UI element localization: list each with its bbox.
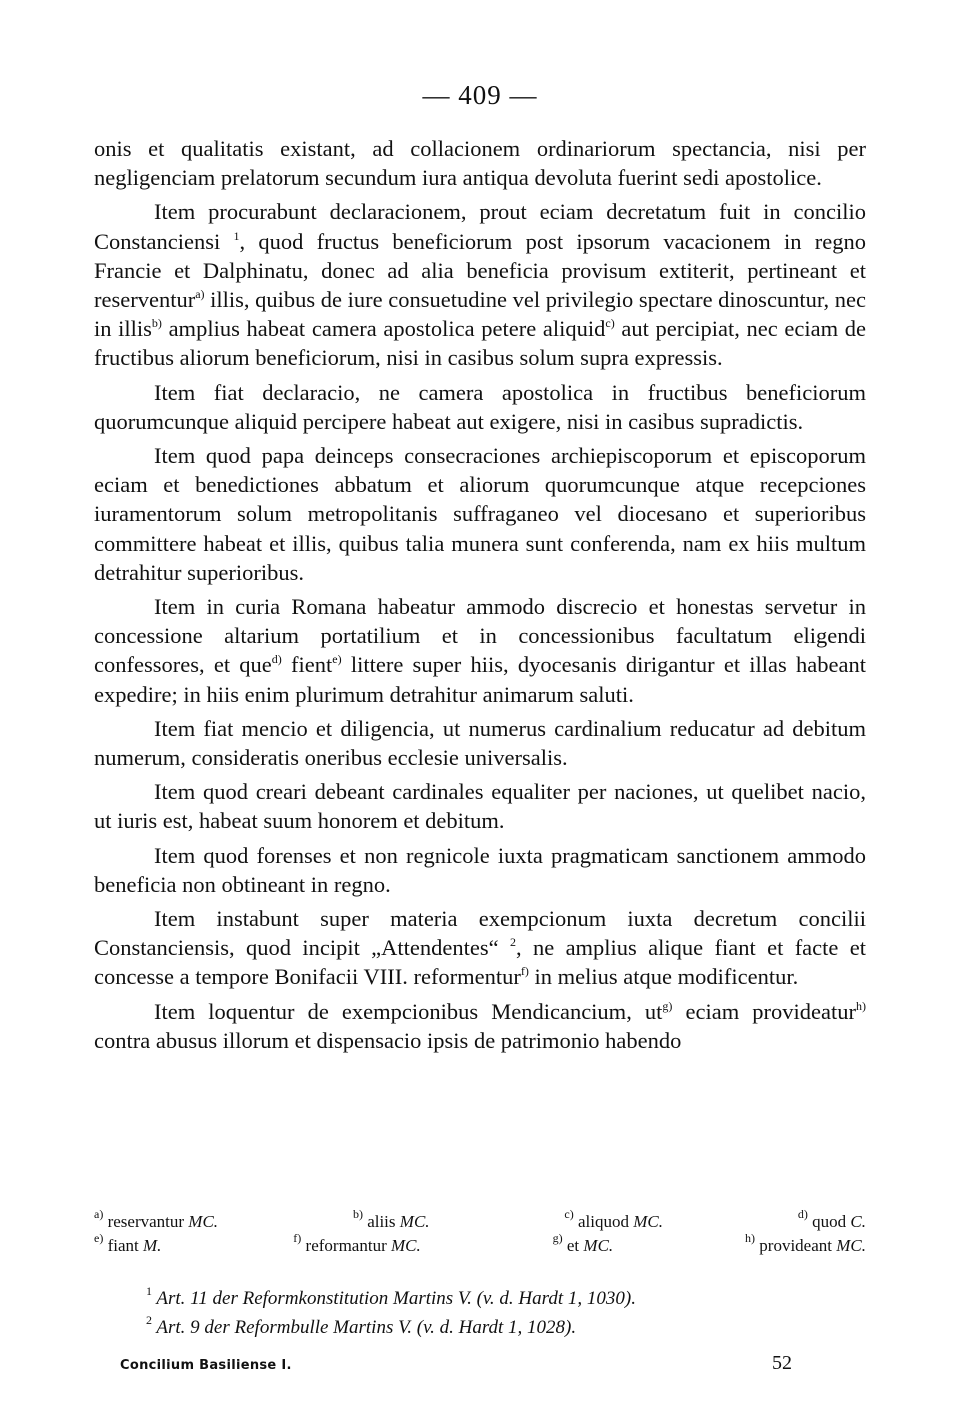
main-text	[94, 134, 866, 1055]
manuscript-siglum: C.	[850, 1212, 866, 1231]
footnote-marker: d)	[271, 652, 282, 667]
footnote-number: 1	[146, 1284, 152, 1298]
variant-note-mark: f)	[293, 1231, 302, 1245]
footnote-marker: 1	[233, 228, 240, 243]
text-run: in melius atque modificentur.	[528, 964, 799, 990]
footnote-marker: g)	[662, 998, 673, 1013]
paragraph	[94, 904, 866, 992]
text-run: eciam provideatur	[672, 998, 856, 1024]
text-run: fient	[281, 652, 333, 678]
signature-title: Concilium Basiliense I.	[120, 1358, 292, 1373]
footnote-marker: e)	[332, 652, 342, 667]
manuscript-siglum: MC.	[399, 1212, 430, 1231]
variant-note-reading: quod	[807, 1212, 851, 1231]
variant-note	[552, 1231, 614, 1258]
variant-note-mark: e)	[94, 1231, 104, 1245]
paragraph: Item quod creari debeant cardinales equaliter per naciones, ut quelibet nacio, ut iuris est, habeat suum honorem et debitum.	[94, 779, 866, 834]
variant-note-reading: et	[562, 1236, 584, 1255]
reference-footnote	[146, 1313, 636, 1342]
manuscript-siglum: M.	[142, 1236, 162, 1255]
variant-note-mark: b)	[352, 1207, 363, 1221]
variant-note-mark: d)	[797, 1207, 808, 1221]
variant-note	[94, 1231, 162, 1258]
text-run: Item in curia Romana habeatur ammodo discrecio et honestas servetur in concessione altarium portatilium et in concessionibus facultatum eligendi confessores, et que	[94, 594, 866, 678]
paragraph: onis et qualitatis existant, ad collacionem ordinariorum spectancia, nisi per negligenciam prelatorum secundum iura antiqua devoluta fuerint sedi apostolice.	[94, 136, 866, 191]
text-run: Item procurabunt declaracionem, prout eciam decretatum fuit in concilio Constanciensi	[94, 199, 866, 254]
text-run: Item loquentur de exempcionibus Mendicancium, ut	[154, 998, 663, 1024]
variant-note-reading: fiant	[103, 1236, 143, 1255]
variant-notes	[94, 1207, 866, 1258]
variant-note-row	[94, 1231, 866, 1258]
footnote-text: Art. 9 der Reformbulle Martins V. (v. d. Hardt 1, 1028).	[152, 1317, 577, 1338]
manuscript-siglum: MC.	[633, 1212, 663, 1231]
variant-note	[797, 1207, 866, 1234]
text-run: Item instabunt super materia exempcionum iuxta decretum concilii Constanciensis, quod incipit „Attendentes“	[94, 906, 866, 961]
variant-note-mark: c)	[564, 1207, 574, 1221]
footnote-marker: h)	[856, 998, 866, 1013]
text-run: , quod fructus beneficiorum post ipsorum vacacionem in regno Francie et Dalphinatu, donec ad alia beneficia provisum extiterit, pertineant et reserventur	[94, 228, 867, 313]
text-run: littere super hiis, dyocesanis dirigantur et illas habeant expedire; in hiis enim plurimum detrahitur animarum saluti.	[94, 652, 867, 707]
footnote-marker: f)	[520, 964, 529, 979]
manuscript-siglum: MC.	[836, 1236, 866, 1255]
paragraph	[94, 197, 866, 372]
variant-note-reading: reformantur	[301, 1236, 391, 1255]
paragraph: Item quod papa deinceps consecraciones archiepiscoporum et episcoporum eciam et benedictiones abbatum et aliorum quorumcunque atque recepciones iuramentorum solum metropolitanis suffraganeo vel diocesano et superioribus committere habeat et illis, quibus talia munera sunt conferenda, nam ex hiis multum detrahitur superioribus.	[94, 443, 866, 585]
text-run: illis, quibus de iure consuetudine vel privilegio spectare dinoscuntur, nec in illis	[94, 287, 866, 342]
variant-note	[745, 1231, 866, 1258]
footnote-marker: c)	[605, 316, 615, 331]
manuscript-siglum: MC.	[583, 1236, 614, 1255]
variant-note-mark: h)	[745, 1231, 756, 1245]
variant-note	[94, 1207, 219, 1234]
text-run: amplius habeat camera apostolica petere aliquid	[161, 316, 606, 342]
variant-note-mark: g)	[552, 1231, 563, 1245]
reference-footnote	[146, 1284, 636, 1313]
paragraph: Item fiat mencio et diligencia, ut numerus cardinalium reducatur ad debitum numerum, consideratis oneribus ecclesie universalis.	[94, 715, 866, 771]
paragraph	[94, 592, 866, 709]
page-number: — 409 —	[422, 80, 538, 110]
footnote-number: 2	[146, 1313, 152, 1327]
reference-footnotes	[146, 1284, 636, 1342]
variant-note	[564, 1207, 663, 1234]
footnote-marker: 2	[509, 935, 516, 950]
text-run: contra abusus illorum et dispensacio ipsis de patrimonio habendo	[94, 1027, 682, 1053]
text-run: , ne amplius alique fiant et facte et concesse a tempore Bonifacii VIII. reformentur	[94, 935, 866, 990]
footnote-text: Art. 11 der Reformkonstitution Martins V. (v. d. Hardt 1, 1030).	[152, 1288, 636, 1309]
paragraph	[94, 997, 866, 1055]
footnote-marker: a)	[195, 287, 205, 302]
variant-note	[352, 1207, 430, 1234]
signature-number: 52	[772, 1352, 792, 1374]
page-footer	[120, 1352, 792, 1375]
manuscript-siglum: MC.	[188, 1212, 219, 1231]
paragraph: Item quod forenses et non regnicole iuxta pragmaticam sanctionem ammodo beneficia non obtineant in regno.	[94, 842, 866, 897]
variant-note-reading: aliis	[362, 1212, 400, 1231]
variant-note-reading: provideant	[755, 1236, 837, 1255]
variant-note-reading: aliquod	[573, 1212, 634, 1231]
text-run: aut percipiat, nec eciam de fructibus aliorum beneficiorum, nisi in casibus solum supra expressis.	[94, 316, 866, 371]
variant-note-reading: reservantur	[103, 1212, 189, 1231]
variant-note	[293, 1231, 421, 1258]
paragraph: Item fiat declaracio, ne camera apostolica in fructibus beneficiorum quorumcunque aliquid percipere habeat aut exigere, nisi in casibus supradictis.	[94, 379, 866, 434]
footnote-marker: b)	[151, 316, 162, 331]
variant-note-mark: a)	[94, 1207, 104, 1221]
manuscript-siglum: MC.	[390, 1236, 421, 1255]
